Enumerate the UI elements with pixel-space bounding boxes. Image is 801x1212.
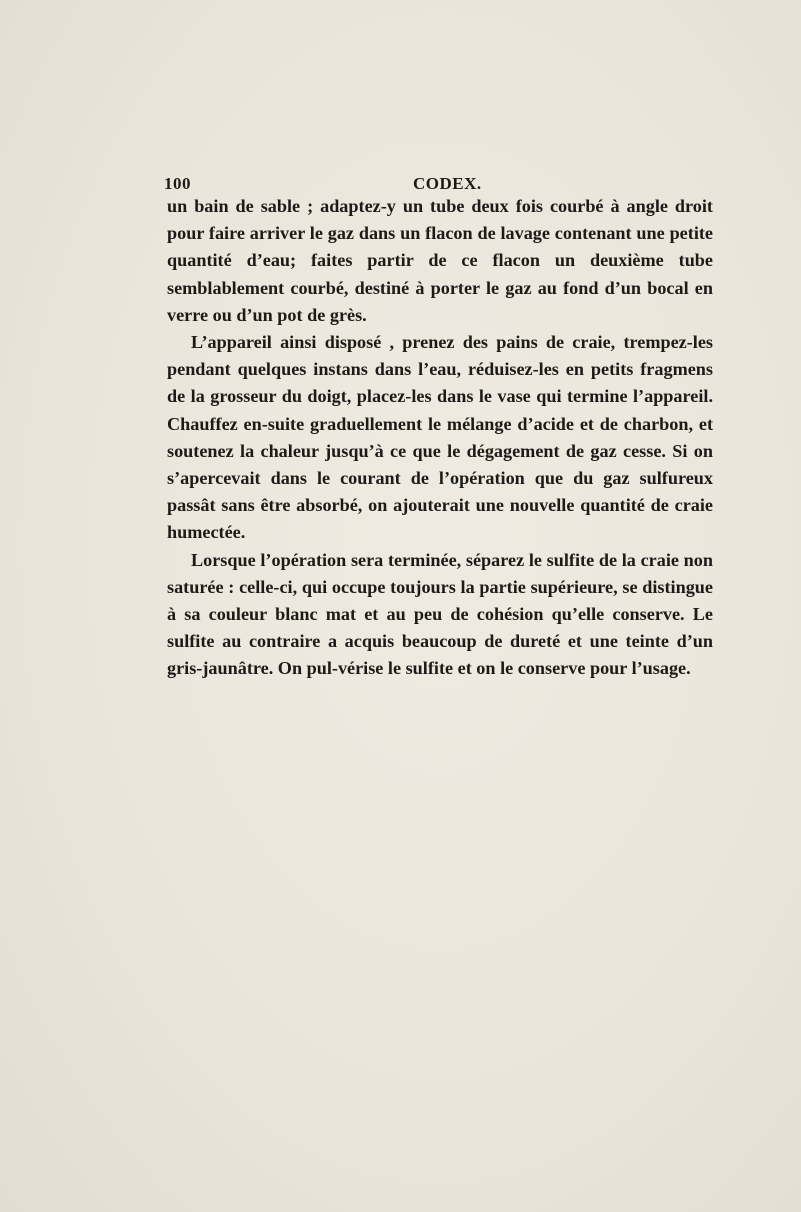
paragraph-2: L’appareil ainsi disposé , prenez des pains de craie, trempez-les pendant quelques instans dans l’eau, réduisez-les en petits fragmens de la grosseur du doigt, placez-les dans le vase qui termine l’appareil. Chauffez en-suite graduellement le mélange d’acide et de charbon, et soutenez la chaleur jusqu’à ce que le dégagement de gaz cesse. Si on s’apercevait dans le courant de l’opération que du gaz sulfureux passât sans être absorbé, on ajouterait une nouvelle quantité de craie humectée.: [167, 332, 713, 543]
body-text: [167, 193, 713, 683]
running-title: CODEX.: [413, 174, 482, 193]
page-header: [164, 174, 704, 194]
page-number: 100: [164, 174, 191, 193]
paragraph-3: Lorsque l’opération sera terminée, séparez le sulfite de la craie non saturée : celle-ci, qui occupe toujours la partie supérieure, se distingue à sa couleur blanc mat et au peu de cohésion qu’elle conserve. Le sulfite au contraire a acquis beaucoup de dureté et une teinte d’un gris-jaunâtre. On pul-vérise le sulfite et on le conserve pour l’usage.: [167, 549, 713, 679]
paragraph-1: un bain de sable ; adaptez-y un tube deux fois courbé à angle droit pour faire arriver le gaz dans un flacon de lavage contenant une petite quantité d’eau; faites partir de ce flacon un deuxième tube semblablement courbé, destiné à porter le gaz au fond d’un bocal en verre ou d’un pot de grès.: [167, 196, 713, 325]
